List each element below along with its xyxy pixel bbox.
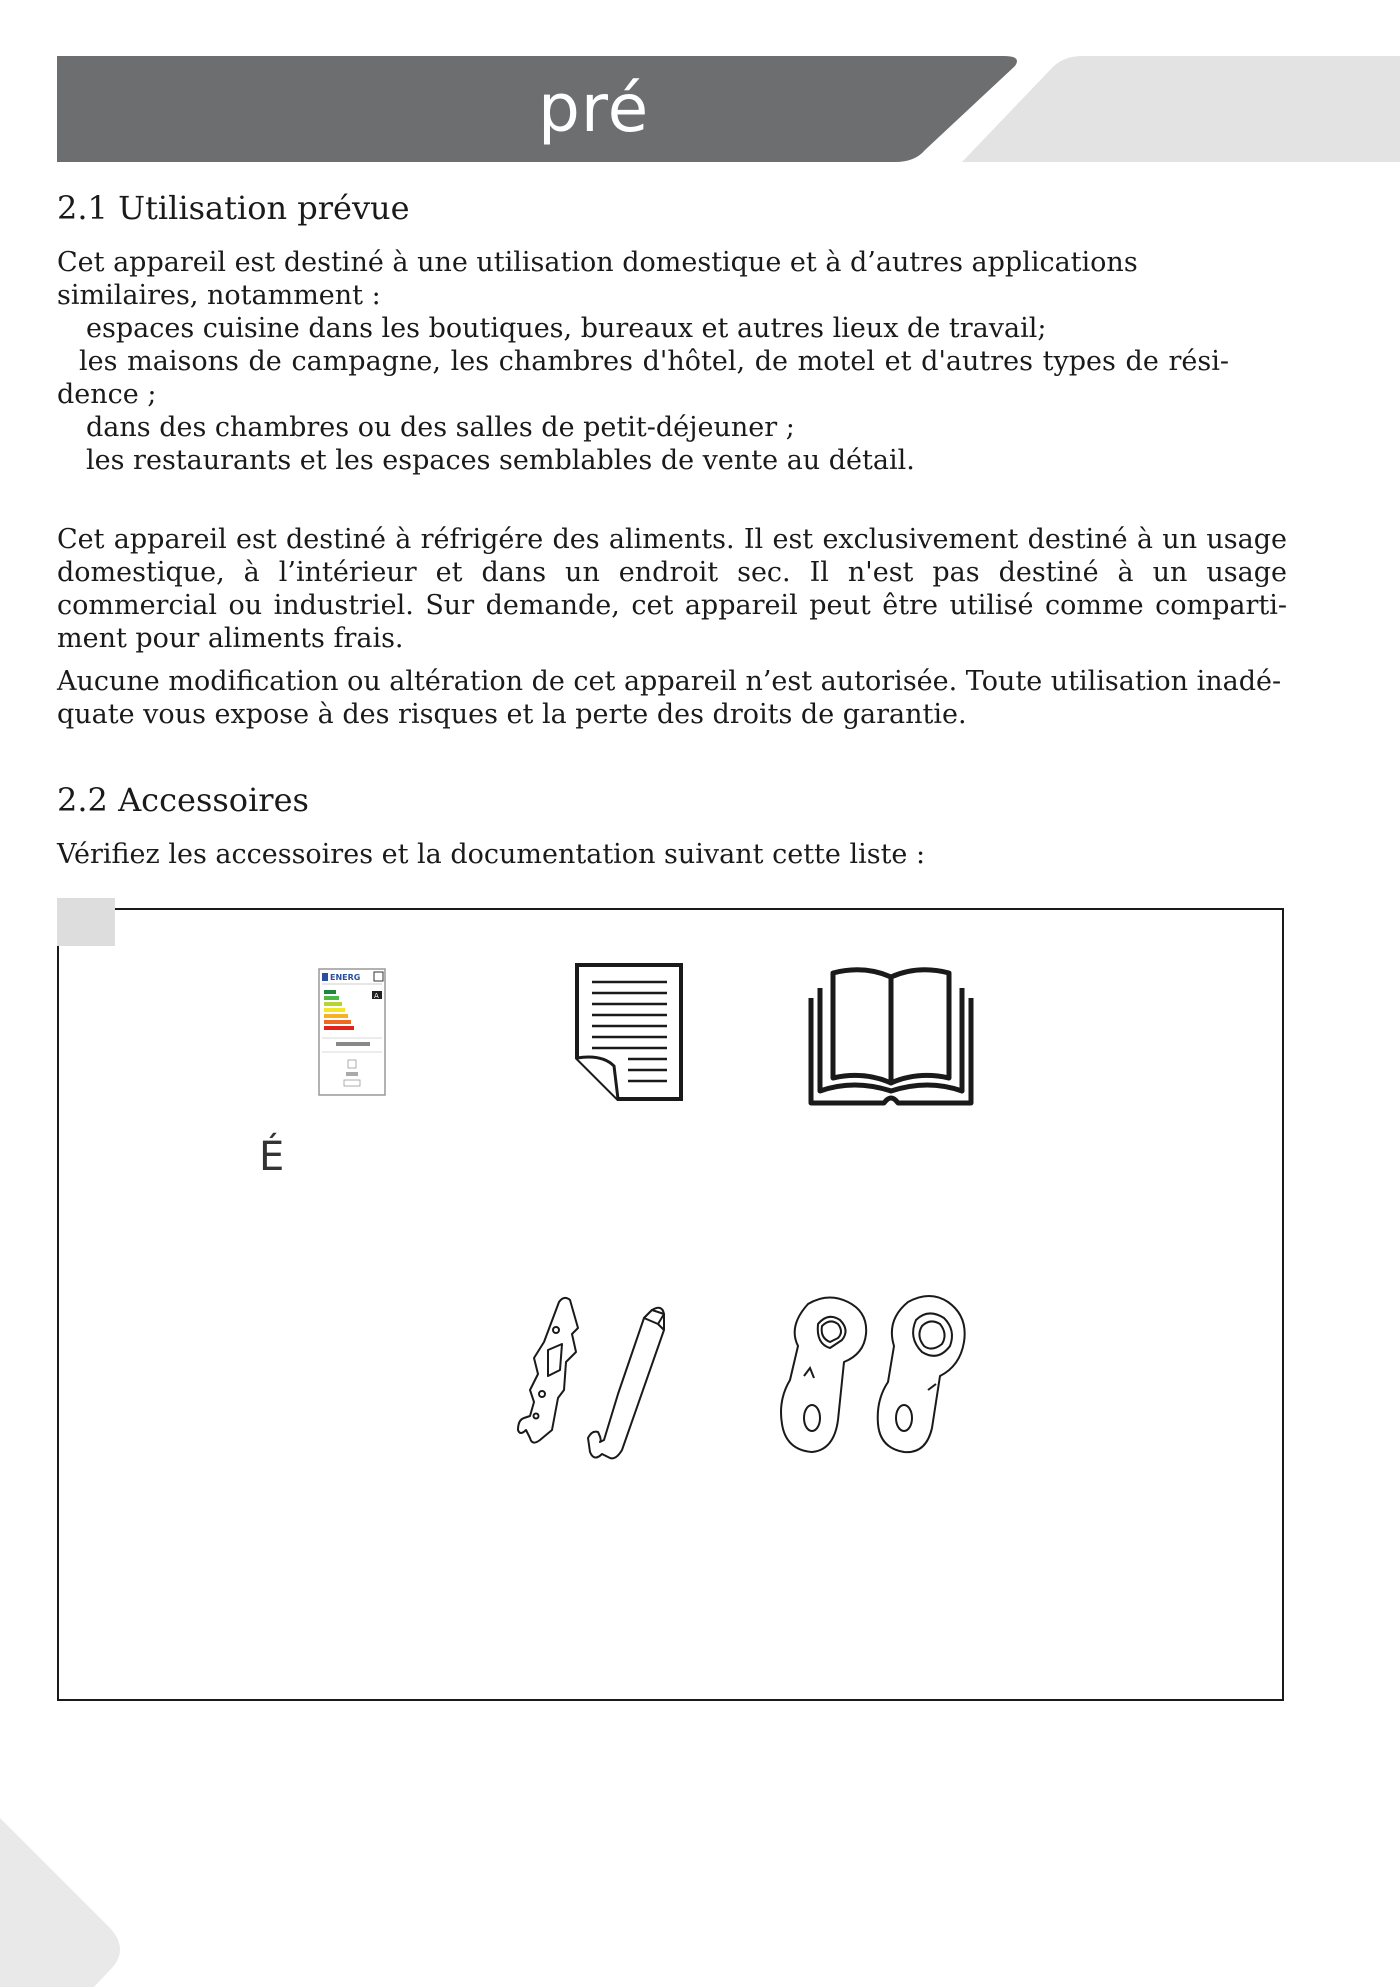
door-stoppers-icon	[768, 1290, 988, 1470]
corner-decoration	[0, 1800, 130, 1987]
section-heading-accessories: 2.2 Accessoires	[57, 781, 309, 819]
stray-letter-label: É	[259, 1134, 285, 1180]
energy-label-class: A	[374, 992, 379, 1000]
section-heading-usage: 2.1 Utilisation prévue	[57, 189, 410, 227]
energy-label-header: ENERG	[330, 973, 361, 982]
usage-intro: Cet appareil est destiné à une utilisation domestique et à d’autres applications similaires, notamment :	[57, 247, 1138, 311]
accessories-intro: Vérifiez les accessoires et la documentation suivant cette liste :	[57, 839, 926, 870]
header-title: pré	[538, 70, 650, 147]
usage-item-1: espaces cuisine dans les boutiques, bureaux et autres lieux de travail;	[86, 313, 1047, 344]
hinge-brackets-icon	[512, 1290, 672, 1470]
manual-book-icon	[806, 963, 976, 1109]
energy-label-icon	[318, 968, 386, 1096]
document-icon	[574, 962, 684, 1102]
usage-item-3: dans des chambres ou des salles de petit-déjeuner ;	[86, 412, 795, 443]
usage-purpose-paragraph: Cet appareil est destiné à réfrigére des aliments. Il est exclusivement destiné à un usage domestique, à l’intérieur et dans un endroit sec. Il n'est pas destiné à un usage commercial ou industriel. Sur demande, cet appareil peut être utilisé comme comparti-ment pour aliments frais.	[57, 524, 1287, 654]
modification-warning-paragraph: Aucune modification ou altération de cet appareil n’est autorisée. Toute utilisation inadé-quate vous expose à des risques et la perte des droits de garantie.	[57, 666, 1282, 730]
usage-item-2: les maisons de campagne, les chambres d'hôtel, de motel et d'autres types de rési-dence ;	[57, 346, 1229, 410]
usage-item-4: les restaurants et les espaces semblables de vente au détail.	[86, 445, 915, 476]
accessories-box-tab	[57, 898, 115, 946]
